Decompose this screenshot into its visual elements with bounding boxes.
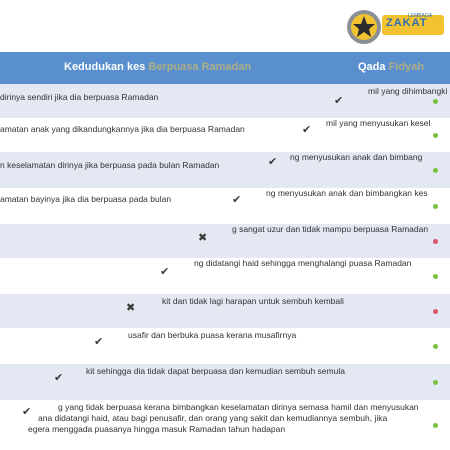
table-row — [0, 224, 450, 258]
table-row — [0, 152, 450, 188]
status-ok-dot-icon — [433, 168, 438, 173]
check-icon: ✔ — [22, 406, 32, 418]
row-case-text: dirinya sendiri jika dia berpuasa Ramadan — [0, 92, 159, 102]
check-icon: ✔ — [334, 95, 344, 107]
status-ok-dot-icon — [433, 274, 438, 279]
table-row — [0, 84, 450, 118]
row-description-text: ng didatangi haid sehingga menghalangi puasa Ramadan — [194, 258, 412, 268]
check-icon: ✔ — [94, 336, 104, 348]
check-icon: ✔ — [232, 194, 242, 206]
row-description-text: ana didatangi haid, atau bagi penusafir, dan orang yang sakit dan kemudiannya sembuh, jika — [38, 413, 388, 423]
table-row — [0, 188, 450, 224]
row-description-text: usafir dan berbuka puasa kerana musafirnya — [128, 330, 297, 340]
table-header — [0, 52, 450, 84]
brand-small-label: LEMBAGA — [408, 13, 433, 19]
table-row — [0, 364, 450, 400]
status-ok-dot-icon — [433, 204, 438, 209]
row-description-text: kit sehingga dia tidak dapat berpuasa dan kemudian sembuh semula — [86, 366, 345, 376]
row-description-text: g yang tidak berpuasa kerana bimbangkan keselamatan dirinya semasa hamil dan menyusukan — [58, 402, 419, 412]
row-description-text: mil yang dihimbangki — [368, 86, 448, 96]
table-row — [0, 400, 450, 450]
brand-name: ZAKAT — [386, 17, 428, 29]
status-ok-dot-icon — [433, 380, 438, 385]
check-icon: ✔ — [268, 156, 278, 168]
table-row — [0, 328, 450, 364]
status-ok-dot-icon — [433, 344, 438, 349]
table-row — [0, 118, 450, 152]
row-description-text: mil yang menyusukan kesel — [326, 118, 431, 128]
row-description-text: ng menyusukan anak dan bimbangkan kes — [266, 188, 428, 198]
status-ok-dot-icon — [433, 133, 438, 138]
row-description-text: kit dan tidak lagi harapan untuk sembuh kembali — [162, 296, 344, 306]
cross-icon: ✖ — [126, 302, 136, 314]
header-case-label: Kedudukan kes Berpuasa Ramadan — [64, 61, 252, 73]
status-ok-dot-icon — [433, 423, 438, 428]
brand-logo[interactable] — [344, 6, 450, 48]
row-description-text: ng menyusukan anak dan bimbang — [290, 152, 423, 162]
check-icon: ✔ — [160, 266, 170, 278]
row-case-text: n keselamatan dirinya jika berpuasa pada bulan Ramadan — [0, 160, 220, 170]
header-qada-label: Qada Fidyah — [358, 61, 425, 73]
cross-icon: ✖ — [198, 232, 208, 244]
check-icon: ✔ — [54, 372, 64, 384]
top-bar — [0, 0, 450, 52]
check-icon: ✔ — [302, 124, 312, 136]
status-ok-dot-icon — [433, 99, 438, 104]
row-case-text: amatan bayinya jika dia berpuasa pada bulan — [0, 194, 172, 204]
row-description-text: g sangat uzur dan tidak mampu berpuasa Ramadan — [232, 224, 429, 234]
table-row — [0, 258, 450, 294]
status-no-dot-icon — [433, 239, 438, 244]
row-case-text: amatan anak yang dikandungkannya jika dia berpuasa Ramadan — [0, 124, 245, 134]
row-description-text: egera menggada puasanya hingga masuk Ramadan tahun hadapan — [28, 424, 286, 434]
status-no-dot-icon — [433, 309, 438, 314]
table-row — [0, 294, 450, 328]
